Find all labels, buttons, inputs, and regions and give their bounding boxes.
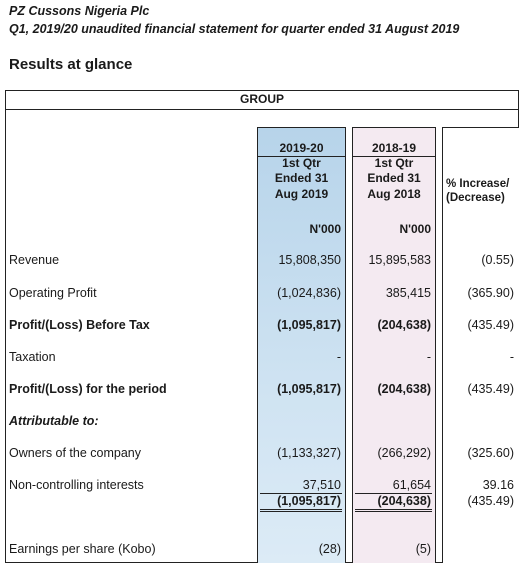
revenue-pct: (0.55) — [481, 253, 514, 267]
attributable-total-2018-19: (204,638) — [377, 494, 431, 508]
header-2019-20-line1: 1st Qtr — [282, 156, 321, 170]
row-label-attributable-to: Attributable to: — [9, 414, 99, 428]
taxation-2019-20: - — [336, 350, 341, 364]
row-label-revenue: Revenue — [9, 253, 60, 267]
profit-for-period-2018-19: (204,638) — [377, 382, 431, 396]
header-percent-change — [446, 177, 509, 205]
owners-2019-20: (1,133,327) — [277, 446, 341, 460]
owners-pct: (325.60) — [467, 446, 514, 460]
row-label-non-controlling: Non-controlling interests — [9, 478, 144, 492]
non-controlling-2018-19: 61,654 — [392, 478, 431, 492]
row-label-operating-profit: Operating Profit — [9, 286, 97, 300]
profit-before-tax-2019-20: (1,095,817) — [277, 318, 341, 332]
non-controlling-2019-20: 37,510 — [302, 478, 341, 492]
owners-2018-19: (266,292) — [377, 446, 431, 460]
total-double-rule-2018-19 — [355, 509, 432, 512]
header-2018-19-year: 2018-19 — [352, 142, 436, 157]
header-2018-19-line1: 1st Qtr — [374, 156, 414, 170]
operating-profit-pct: (365.90) — [467, 286, 514, 300]
row-label-owners: Owners of the company — [9, 446, 142, 460]
eps-2019-20: (28) — [318, 542, 341, 556]
total-double-rule-2019-20 — [260, 509, 342, 512]
non-controlling-pct: 39.16 — [482, 478, 514, 492]
profit-for-period-2019-20: (1,095,817) — [277, 382, 341, 396]
profit-before-tax-pct: (435.49) — [467, 318, 514, 332]
header-2018-19-line3: Aug 2018 — [367, 187, 421, 201]
taxation-2018-19: - — [426, 350, 431, 364]
section-heading: Results at glance — [9, 56, 133, 73]
statement-subtitle: Q1, 2019/20 unaudited financial statement for quarter ended 31 August 2019 — [9, 22, 460, 36]
row-label-taxation: Taxation — [9, 350, 56, 364]
operating-profit-2018-19: 385,415 — [385, 286, 431, 300]
eps-2018-19: (5) — [415, 542, 431, 556]
header-2019-20-line3: Aug 2019 — [274, 187, 329, 201]
header-2019-20-unit: N'000 — [309, 222, 341, 236]
profit-before-tax-2018-19: (204,638) — [377, 318, 431, 332]
revenue-2018-19: 15,895,583 — [368, 253, 431, 267]
group-divider — [5, 109, 519, 110]
row-label-profit-before-tax: Profit/(Loss) Before Tax — [9, 318, 150, 332]
operating-profit-2019-20: (1,024,836) — [277, 286, 341, 300]
header-percent-line2: (Decrease) — [446, 192, 505, 204]
header-2019-20-line2: Ended 31 — [274, 171, 329, 185]
row-label-profit-for-period: Profit/(Loss) for the period — [9, 382, 167, 396]
row-label-eps: Earnings per share (Kobo) — [9, 542, 156, 556]
profit-for-period-pct: (435.49) — [467, 382, 514, 396]
header-percent-line1: % Increase/ — [446, 178, 510, 190]
header-2019-20-year: 2019-20 — [257, 142, 346, 157]
group-label: GROUP — [240, 92, 285, 106]
header-2018-19-line2: Ended 31 — [367, 171, 421, 185]
revenue-2019-20: 15,808,350 — [278, 253, 341, 267]
attributable-total-pct: (435.49) — [467, 494, 514, 508]
header-2018-19-unit: N'000 — [399, 222, 431, 236]
company-name: PZ Cussons Nigeria Plc — [9, 4, 150, 18]
attributable-total-2019-20: (1,095,817) — [277, 494, 341, 508]
taxation-pct: - — [509, 350, 514, 364]
